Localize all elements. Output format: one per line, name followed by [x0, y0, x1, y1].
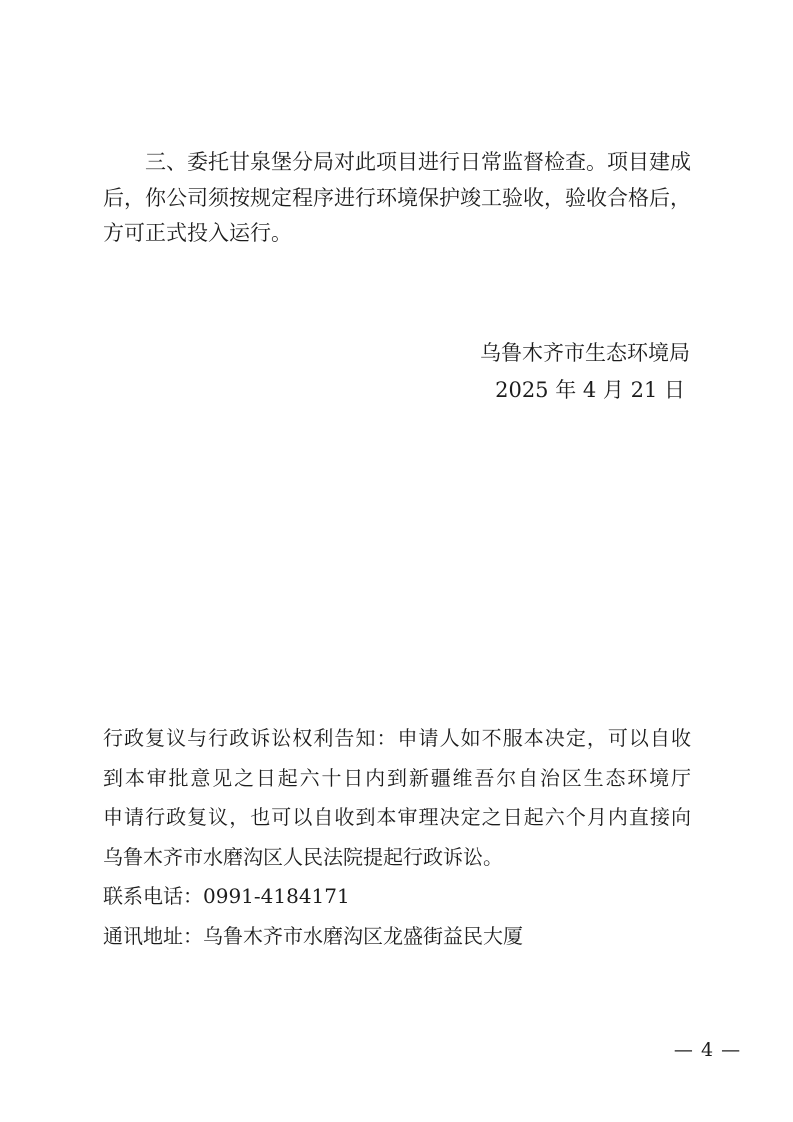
notice-line: 乌鲁木齐市水磨沟区人民法院提起行政诉讼。 [103, 844, 503, 869]
signature-agency: 乌鲁木齐市生态环境局 [480, 341, 690, 365]
contact-phone-line: 联系电话：0991-4184171 [103, 884, 350, 908]
signature-date: 2025 年 4 月 21 日 [495, 378, 685, 402]
notice-block [103, 719, 691, 956]
notice-line: 申请行政复议，也可以自收到本审理决定之日起六个月内直接向 [103, 805, 691, 829]
paragraph-line: 三、委托甘泉堡分局对此项目进行日常监督检查。项目建成 [145, 150, 691, 174]
paragraph-supervision [103, 145, 691, 252]
notice-line: 到本审批意见之日起六十日内到新疆维吾尔自治区生态环境厅 [103, 765, 691, 790]
page-number: — 4 — [673, 1039, 742, 1061]
paragraph-line: 方可正式投入运行。 [103, 221, 292, 245]
paragraph-line: 后，你公司须按规定程序进行环境保护竣工验收，验收合格后， [103, 185, 691, 210]
notice-line: 行政复议与行政诉讼权利告知：申请人如不服本决定，可以自收 [103, 726, 691, 750]
contact-address-line: 通讯地址：乌鲁木齐市水磨沟区龙盛街益民大厦 [103, 923, 523, 948]
